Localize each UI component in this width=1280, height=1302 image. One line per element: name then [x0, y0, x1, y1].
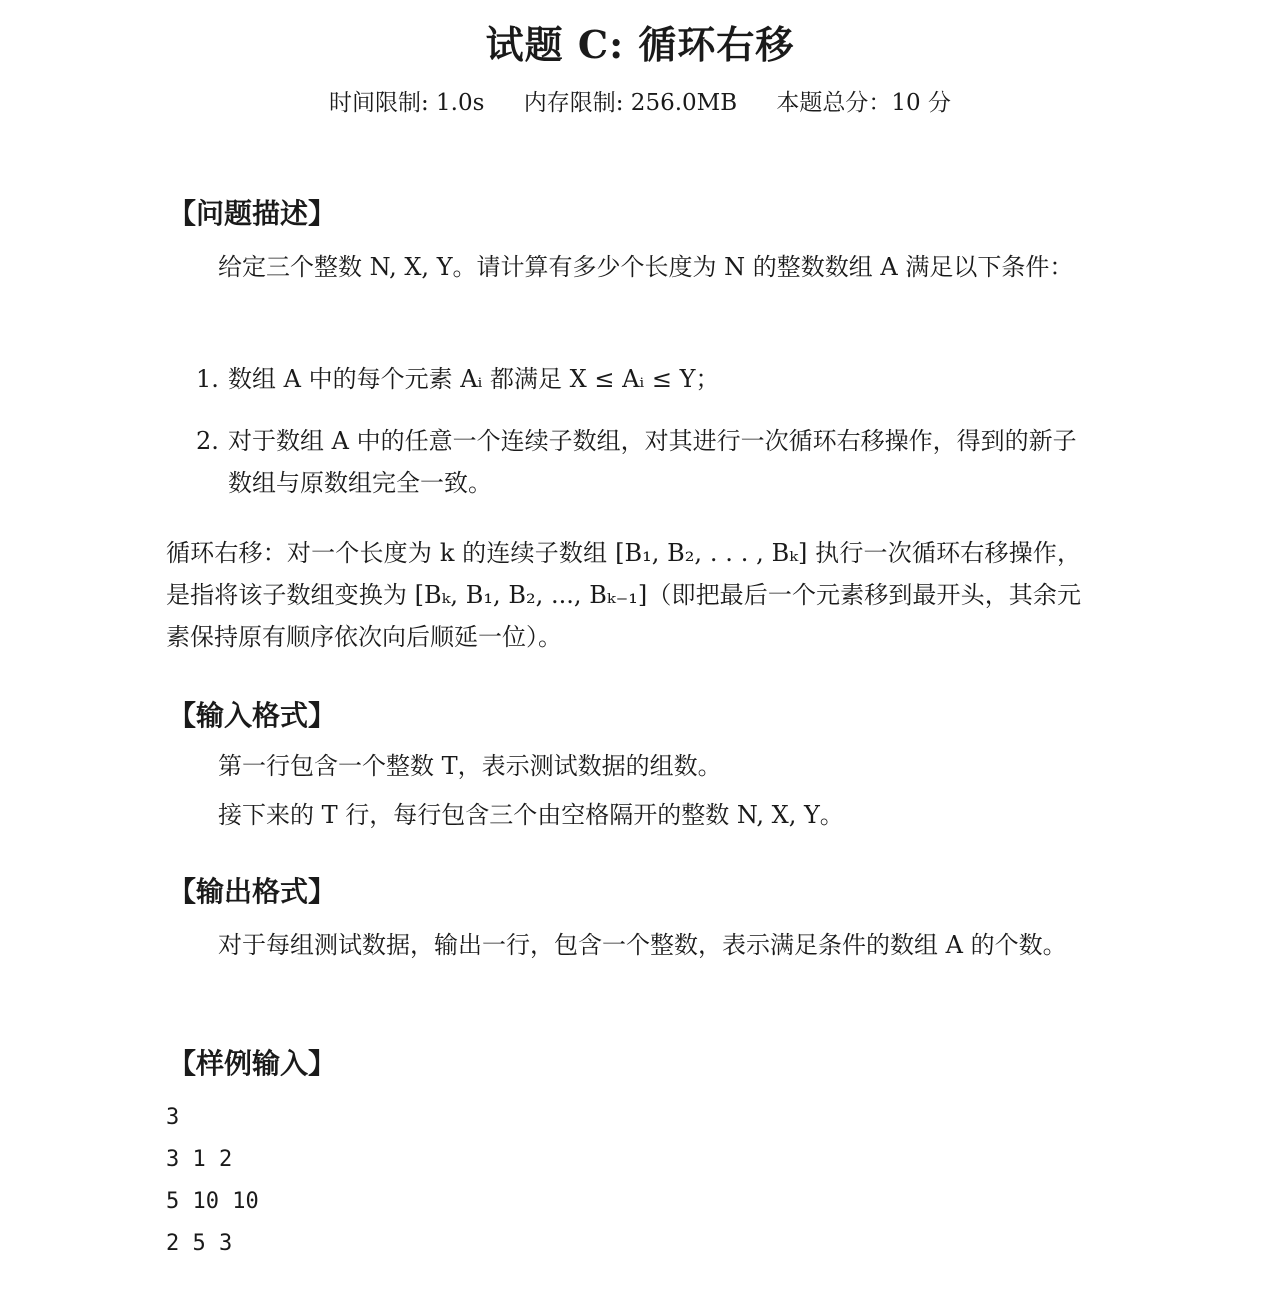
condition-number: 2.	[196, 427, 219, 455]
sample-input-heading: 【样例输入】	[168, 1047, 337, 1080]
problem-description-heading: 【问题描述】	[168, 197, 337, 230]
output-format-heading: 【输出格式】	[168, 875, 337, 908]
input-format-line: 第一行包含一个整数 T，表示测试数据的组数。	[218, 752, 722, 780]
definition-paragraph: 循环右移：对一个长度为 k 的连续子数组 [B₁, B₂, . . . , Bₖ] 执行一次循环右移操作，是指将该子数组变换为 [Bₖ, B₁, B₂, ..., Bₖ₋₁]（即把最后一个元素移到最开头，其余元素保持原有顺序依次向后顺延一位）。	[166, 539, 1081, 651]
input-format-line: 接下来的 T 行，每行包含三个由空格隔开的整数 N, X, Y。	[218, 801, 844, 829]
sample-line: 2 5 3	[166, 1231, 233, 1256]
total-score: 本题总分：10 分	[776, 90, 951, 116]
limits-bar	[0, 84, 1280, 117]
condition-item	[196, 358, 1081, 400]
sample-line: 5 10 10	[166, 1189, 259, 1214]
page-title: 试题 C: 循环右移	[485, 22, 795, 67]
sample-line: 3 1 2	[166, 1147, 233, 1172]
time-limit: 时间限制: 1.0s	[328, 90, 485, 116]
condition-item	[196, 420, 1081, 504]
problem-intro: 给定三个整数 N, X, Y。请计算有多少个长度为 N 的整数数组 A 满足以下条件：	[218, 253, 1074, 281]
memory-limit: 内存限制: 256.0MB	[523, 90, 738, 116]
sample-input-block	[166, 1097, 259, 1265]
condition-text: 数组 A 中的每个元素 Aᵢ 都满足 X ≤ Aᵢ ≤ Y；	[228, 365, 720, 393]
output-format-text: 对于每组测试数据，输出一行，包含一个整数，表示满足条件的数组 A 的个数。	[218, 931, 1067, 959]
condition-text: 对于数组 A 中的任意一个连续子数组，对其进行一次循环右移操作，得到的新子数组与原数组完全一致。	[228, 427, 1077, 497]
input-format-heading: 【输入格式】	[168, 699, 337, 732]
sample-line: 3	[166, 1105, 180, 1130]
condition-number: 1.	[196, 365, 219, 393]
